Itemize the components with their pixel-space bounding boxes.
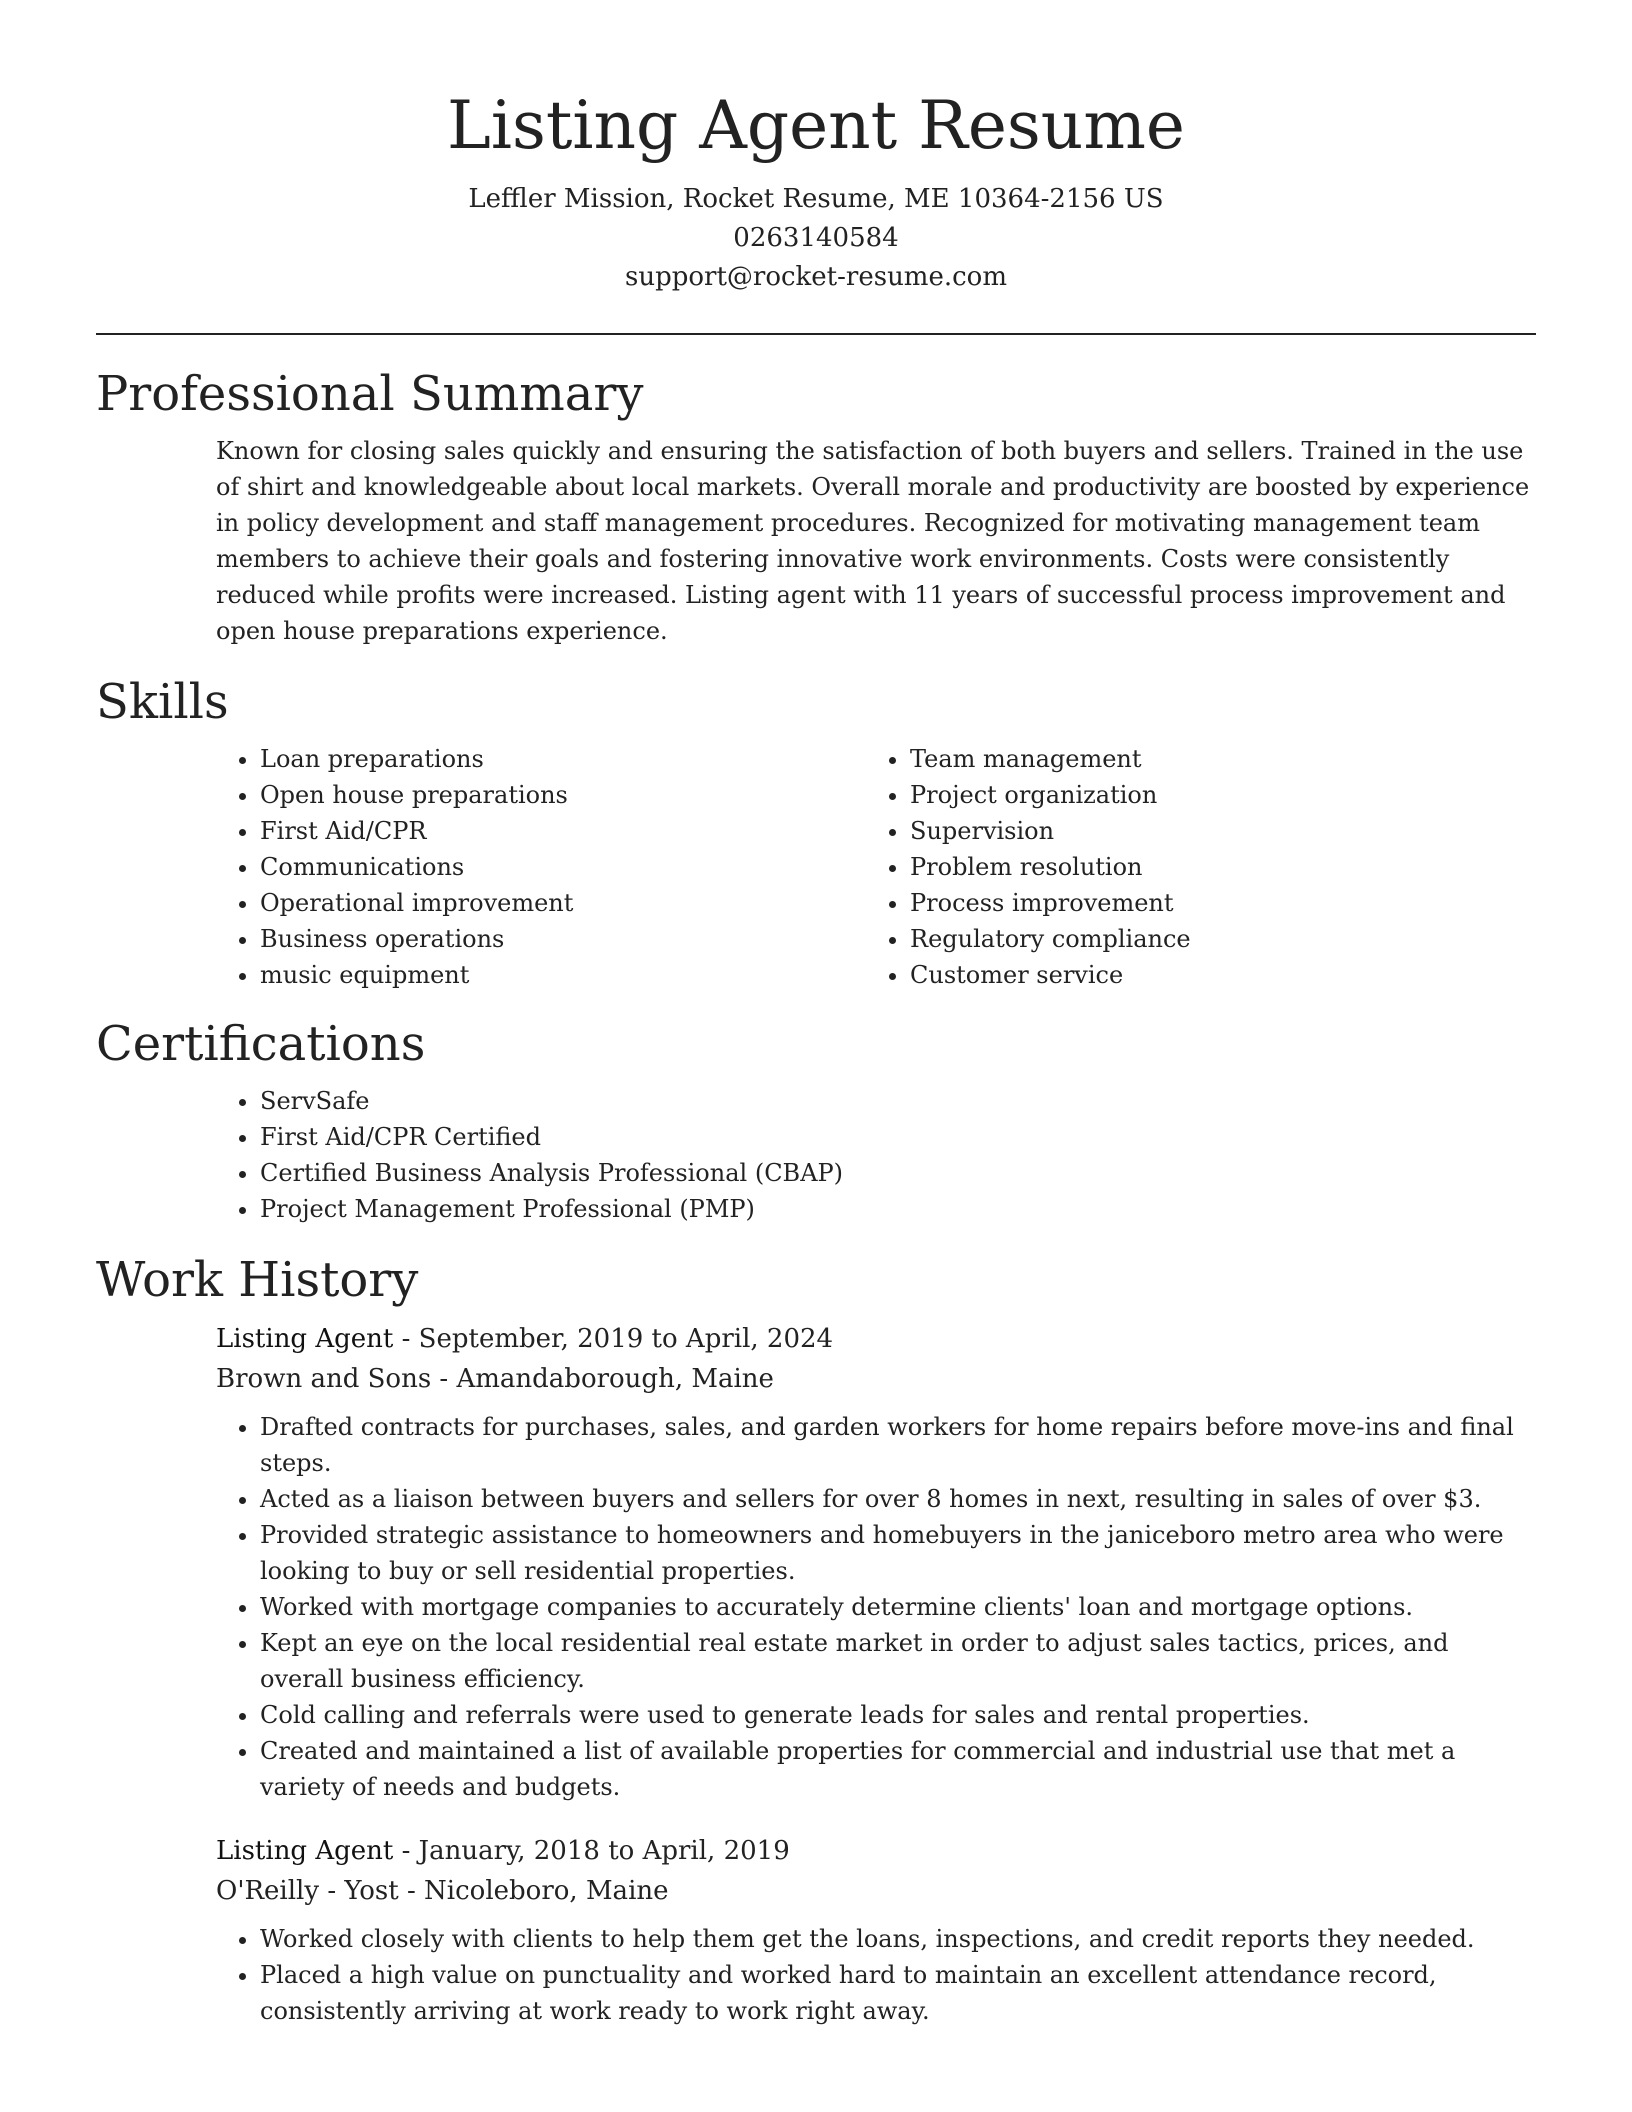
certifications-section (96, 1015, 1536, 1227)
job-company-line (216, 1871, 1536, 1911)
skill-item: • Communications (260, 849, 866, 885)
skill-item: • Regulatory compliance (910, 921, 1516, 957)
skill-item: • Open house preparations (260, 777, 866, 813)
job-bullet: • Created and maintained a list of available properties for commercial and industrial use that met a variety of needs and budgets. (260, 1733, 1536, 1805)
job-bullet: • Drafted contracts for purchases, sales, and garden workers for home repairs before move-ins and final steps. (260, 1409, 1536, 1481)
contact-block (96, 180, 1536, 297)
skills-grid (216, 741, 1536, 993)
certification-item: • ServSafe (260, 1083, 1536, 1119)
certification-item: • First Aid/CPR Certified (260, 1119, 1536, 1155)
job-entry (216, 1319, 1536, 1805)
job-location: - Amandaborough, Maine (431, 1364, 774, 1394)
skill-item: • Project organization (910, 777, 1516, 813)
summary-section (96, 365, 1536, 649)
header-divider (96, 333, 1536, 335)
skill-item: • Supervision (910, 813, 1516, 849)
job-dates: - September, 2019 to April, 2024 (393, 1324, 834, 1354)
skill-item: • First Aid/CPR (260, 813, 866, 849)
job-location: - Nicoleboro, Maine (398, 1876, 669, 1906)
skill-item: • Problem resolution (910, 849, 1516, 885)
job-bullet: • Placed a high value on punctuality and worked hard to maintain an excellent attendance record, consistently arriving at work ready to work right away. (260, 1957, 1536, 2029)
contact-phone: 0263140584 (733, 223, 899, 253)
skills-list-left (216, 741, 866, 993)
job-bullet: • Acted as a liaison between buyers and sellers for over 8 homes in next, resulting in sales of over $3. (260, 1481, 1536, 1517)
job-dates: - January, 2018 to April, 2019 (393, 1836, 790, 1866)
job-bullet: • Cold calling and referrals were used to generate leads for sales and rental properties. (260, 1697, 1536, 1733)
job-title-line (216, 1831, 1536, 1871)
job-title-line (216, 1319, 1536, 1359)
job-company: Brown and Sons (216, 1364, 432, 1394)
skills-section (96, 673, 1536, 993)
skill-item: • Team management (910, 741, 1516, 777)
skill-item: • music equipment (260, 957, 866, 993)
job-bullet: • Worked with mortgage companies to accurately determine clients' loan and mortgage options. (260, 1589, 1536, 1625)
skill-item: • Process improvement (910, 885, 1516, 921)
skill-item: • Operational improvement (260, 885, 866, 921)
certification-item: • Project Management Professional (PMP) (260, 1191, 1536, 1227)
contact-address: Leffler Mission, Rocket Resume, ME 10364-2156 US (468, 184, 1164, 214)
job-company: O'Reilly - Yost (216, 1876, 399, 1906)
summary-text: Known for closing sales quickly and ensuring the satisfaction of both buyers and sellers. Trained in the use of shirt and knowledgeable about local markets. Overall morale and productivity are boosted by experience in policy development and staff management procedures. Recognized for motivating management team members to achieve their goals and fostering innovative work environments. Costs were consistently reduced while profits were increased. Listing agent with 11 years of successful process improvement and open house preparations experience. (216, 437, 1530, 645)
job-bullet: • Provided strategic assistance to homeowners and homebuyers in the janiceboro metro area who were looking to buy or sell residential properties. (260, 1517, 1536, 1589)
summary-heading: Professional Summary (96, 366, 644, 422)
job-bullet: • Kept an eye on the local residential real estate market in order to adjust sales tactics, prices, and overall business efficiency. (260, 1625, 1536, 1697)
skills-list-right (866, 741, 1516, 993)
job-company-line (216, 1359, 1536, 1399)
work-history-section (96, 1251, 1536, 2029)
work-history-heading: Work History (96, 1252, 419, 1308)
job-bullets (216, 1921, 1536, 2029)
job-bullet: • Worked closely with clients to help them get the loans, inspections, and credit reports they needed. (260, 1921, 1536, 1957)
certifications-list (216, 1083, 1536, 1227)
skills-column-left (216, 741, 866, 993)
certification-item: • Certified Business Analysis Professional (CBAP) (260, 1155, 1536, 1191)
resume-header (96, 80, 1536, 297)
certifications-heading: Certifications (96, 1016, 426, 1072)
job-bullets (216, 1409, 1536, 1805)
skill-item: • Loan preparations (260, 741, 866, 777)
skill-item: • Customer service (910, 957, 1516, 993)
job-entry (216, 1831, 1536, 2029)
skills-column-right (866, 741, 1516, 993)
job-title: Listing Agent (216, 1324, 394, 1354)
resume-title: Listing Agent Resume (447, 87, 1185, 164)
contact-email: support@rocket-resume.com (624, 262, 1007, 292)
skill-item: • Business operations (260, 921, 866, 957)
skills-heading: Skills (96, 674, 229, 730)
job-title: Listing Agent (216, 1836, 394, 1866)
